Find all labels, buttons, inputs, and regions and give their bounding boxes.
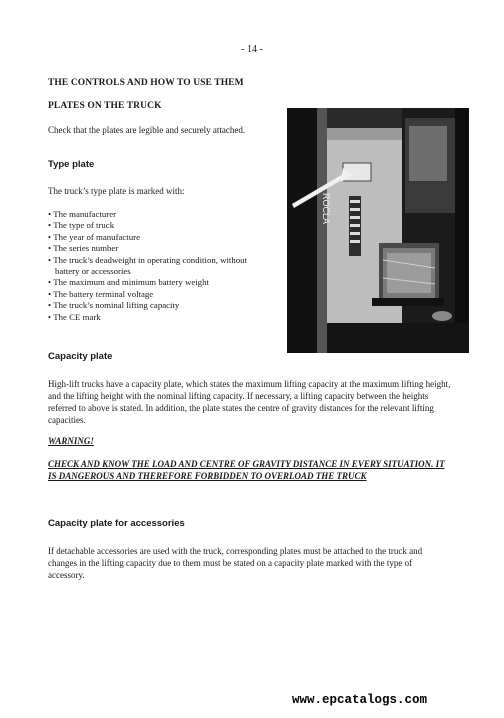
svg-text:ROCLA: ROCLA (321, 193, 331, 225)
footer-url: www.epcatalogs.com (292, 693, 428, 707)
subsection-title: PLATES ON THE TRUCK (48, 101, 162, 111)
list-item: • The CE mark (48, 312, 268, 323)
type-plate-lead: The truck’s type plate is marked with: (48, 186, 185, 196)
list-item: • The truck’s nominal lifting capacity (48, 300, 268, 311)
accessories-plate-text: If detachable accessories are used with the truck, corresponding plates must be attached to the truck and changes in the lifting capacity due to them must be stated on a capacity plate marked with the type of accessory. (48, 546, 423, 580)
intro-text: Check that the plates are legible and securely attached. (48, 125, 246, 135)
list-item: • The type of truck (48, 220, 268, 231)
list-item: • The manufacturer (48, 209, 268, 220)
capacity-plate-text: High-lift trucks have a capacity plate, which states the maximum lifting capacity at the maximum lifting height, and the lifting height with the nominal lifting capacity. If necessary, a lifting capacity between the heights referred to above is stated. In addition, the plate states the centre of gravity distances for the relevant lifting capacities. (48, 379, 451, 425)
page-number: - 14 - (241, 44, 263, 55)
warning-text: CHECK AND KNOW THE LOAD AND CENTRE OF GRAVITY DISTANCE IN EVERY SITUATION. IT IS DANGEROUS AND THEREFORE FORBIDDEN TO OVERLOAD THE TRUCK (48, 459, 445, 481)
warning-label: WARNING! (48, 436, 94, 446)
capacity-plate-heading: Capacity plate (48, 351, 113, 362)
type-plate-heading: Type plate (48, 159, 95, 170)
list-item: • The battery terminal voltage (48, 289, 268, 300)
list-item: • The series number (48, 243, 268, 254)
list-item: • The year of manufacture (48, 232, 268, 243)
type-plate-list (48, 209, 268, 323)
truck-type-plate-photo (287, 108, 469, 353)
section-title: THE CONTROLS AND HOW TO USE THEM (48, 78, 244, 88)
list-item: • The truck’s deadweight in operating condition, without battery or accessories (48, 255, 268, 278)
list-item: • The maximum and minimum battery weight (48, 277, 268, 288)
accessories-plate-heading: Capacity plate for accessories (48, 518, 185, 529)
